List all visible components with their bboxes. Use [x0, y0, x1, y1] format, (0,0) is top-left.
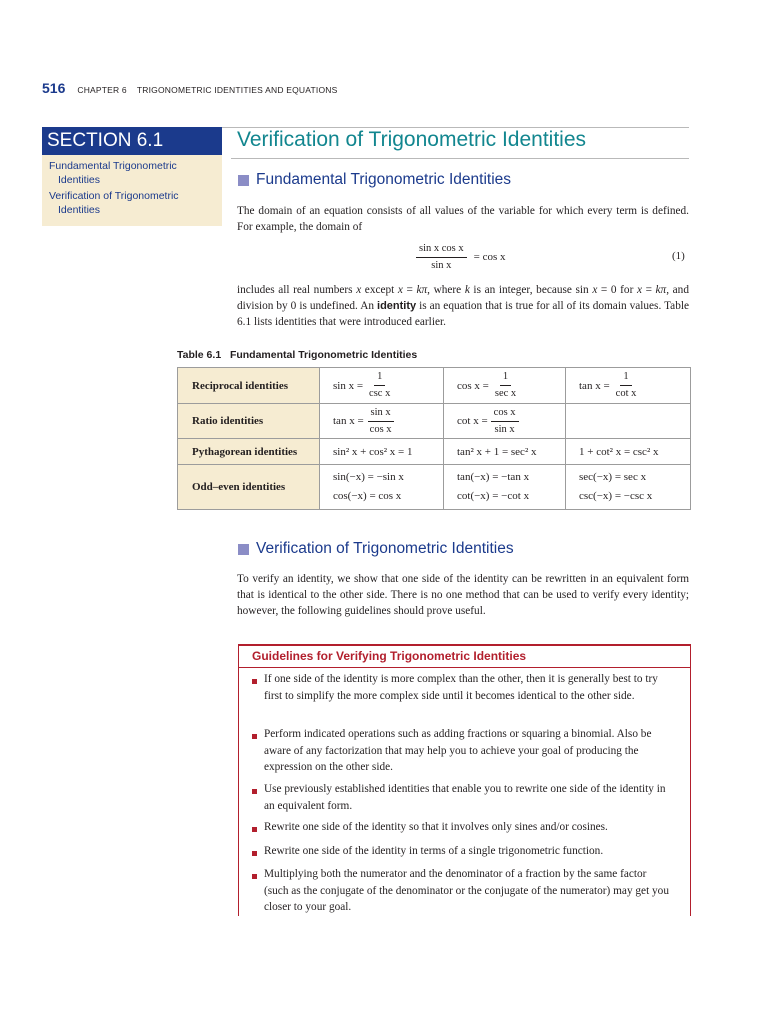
identity-term: identity: [377, 300, 417, 312]
section-topic-2: [49, 190, 219, 217]
reciprocal-cos: cos x = $\frac{1}{\text{sec x}}$: [457, 371, 517, 399]
row-header-odd-even: Odd–even identities: [178, 465, 319, 509]
guideline-item: If one side of the identity is more complex than the other, then it is generally best to try first to simplify the more complex side until it becomes identical to the other side.: [264, 673, 658, 702]
guideline-item: Rewrite one side of the identity in terms of a single trigonometric function.: [264, 845, 604, 857]
subhead-text: Fundamental Trigonometric Identities: [256, 171, 512, 188]
row-header-ratio: Ratio identities: [178, 404, 319, 438]
chapter-title: TRIGONOMETRIC IDENTITIES AND EQUATIONS: [136, 85, 338, 95]
subhead-fundamental: [238, 171, 511, 189]
identities-table: [177, 367, 691, 510]
subhead-verification: [238, 540, 514, 558]
bullet-icon: [252, 874, 257, 879]
section-topic-line: Fundamental Trigonometric: [49, 160, 177, 172]
bullet-icon: [252, 827, 257, 832]
bullet-icon: [252, 679, 257, 684]
table-number: Table 6.1: [177, 349, 222, 361]
guidelines-separator: [238, 667, 690, 668]
guidelines-title: Guidelines for Verifying Trigonometric Identities: [252, 649, 527, 663]
section-label: SECTION 6.1: [42, 127, 222, 155]
odd-even-sin-cos: sin(−x) = −sin x cos(−x) = cos x: [333, 471, 404, 502]
title-underline: [231, 158, 689, 159]
section-topic-1: [49, 160, 219, 187]
ratio-tan: tan x = $\frac{\text{sin x}}{\text{cos x}}$: [320, 404, 443, 438]
pythagorean-tan-sec: tan² x + 1 = sec² x: [457, 445, 537, 458]
bullet-icon: [252, 789, 257, 794]
equation-label: (1): [672, 250, 685, 262]
pythagorean-cot-csc: 1 + cot² x = csc² x: [579, 445, 659, 458]
equation-rhs: = cos x: [473, 251, 506, 263]
section-topic-line: Verification of Trigonometric: [49, 190, 179, 202]
chapter-number: CHAPTER 6: [77, 85, 127, 95]
identity-paragraph: includes all real numbers x except x = kπ, where k is an integer, because sin x = 0 for x = kπ, and division by 0 is undefined. An identity is an equation that is true for all of its domain values. Table 6.1 lists identities that were introduced earlier.: [237, 284, 689, 328]
domain-paragraph: The domain of an equation consists of all values of the variable for which every term is defined. For example, the domain of: [237, 205, 689, 233]
verify-paragraph: To verify an identity, we show that one side of the identity can be rewritten in an equivalent form that is identical to the other side. There is no one method that can be used to verify every identity; however, the following guidelines should prove useful.: [237, 573, 689, 617]
guideline-item: Use previously established identities that enable you to rewrite one side of the identity in an equivalent form.: [264, 783, 666, 812]
guideline-item: Multiplying both the numerator and the denominator of a fraction by the same factor (such as the conjugate of the denominator or the conjugate of the numerator) may get you closer to your goal.: [264, 868, 669, 913]
reciprocal-tan: tan x = $\frac{1}{\text{cot x}}$: [579, 371, 637, 399]
equation-denominator: sin x: [431, 259, 452, 271]
guideline-item: Perform indicated operations such as adding fractions or squaring a binomial. Also be aware of any factorization that may help you to achieve your goal of producing the expression on the other side.: [264, 728, 652, 773]
odd-even-sec-csc: sec(−x) = sec x csc(−x) = −csc x: [579, 471, 653, 502]
bullet-icon: [252, 851, 257, 856]
square-bullet-icon: [238, 175, 249, 186]
equation-1: [413, 240, 506, 274]
square-bullet-icon: [238, 544, 249, 555]
bullet-icon: [252, 734, 257, 739]
row-header-pythagorean: Pythagorean identities: [178, 439, 319, 464]
section-topic-line: Identities: [58, 173, 101, 186]
page-number: 516: [42, 80, 66, 96]
table-title: Fundamental Trigonometric Identities: [229, 349, 418, 361]
running-header: [42, 80, 337, 98]
equation-numerator: sin x cos x: [416, 243, 467, 258]
ratio-cot: cot x = $\frac{\text{cos x}}{\text{sin x}}$: [444, 404, 565, 438]
subhead-text: Verification of Trigonometric Identities: [256, 540, 514, 557]
table-caption: [177, 349, 417, 361]
section-title: Verification of Trigonometric Identities: [237, 128, 587, 151]
guideline-item: Rewrite one side of the identity so that it involves only sines and/or cosines.: [264, 821, 608, 833]
equation-fraction: [416, 243, 467, 272]
reciprocal-sin: sin x = $\frac{1}{\text{csc x}}$: [333, 371, 391, 399]
pythagorean-sin-cos: sin² x + cos² x = 1: [333, 445, 413, 458]
section-topic-line: Identities: [58, 203, 101, 216]
odd-even-tan-cot: tan(−x) = −tan x cot(−x) = −cot x: [457, 471, 530, 502]
row-header-reciprocal: Reciprocal identities: [178, 368, 319, 403]
